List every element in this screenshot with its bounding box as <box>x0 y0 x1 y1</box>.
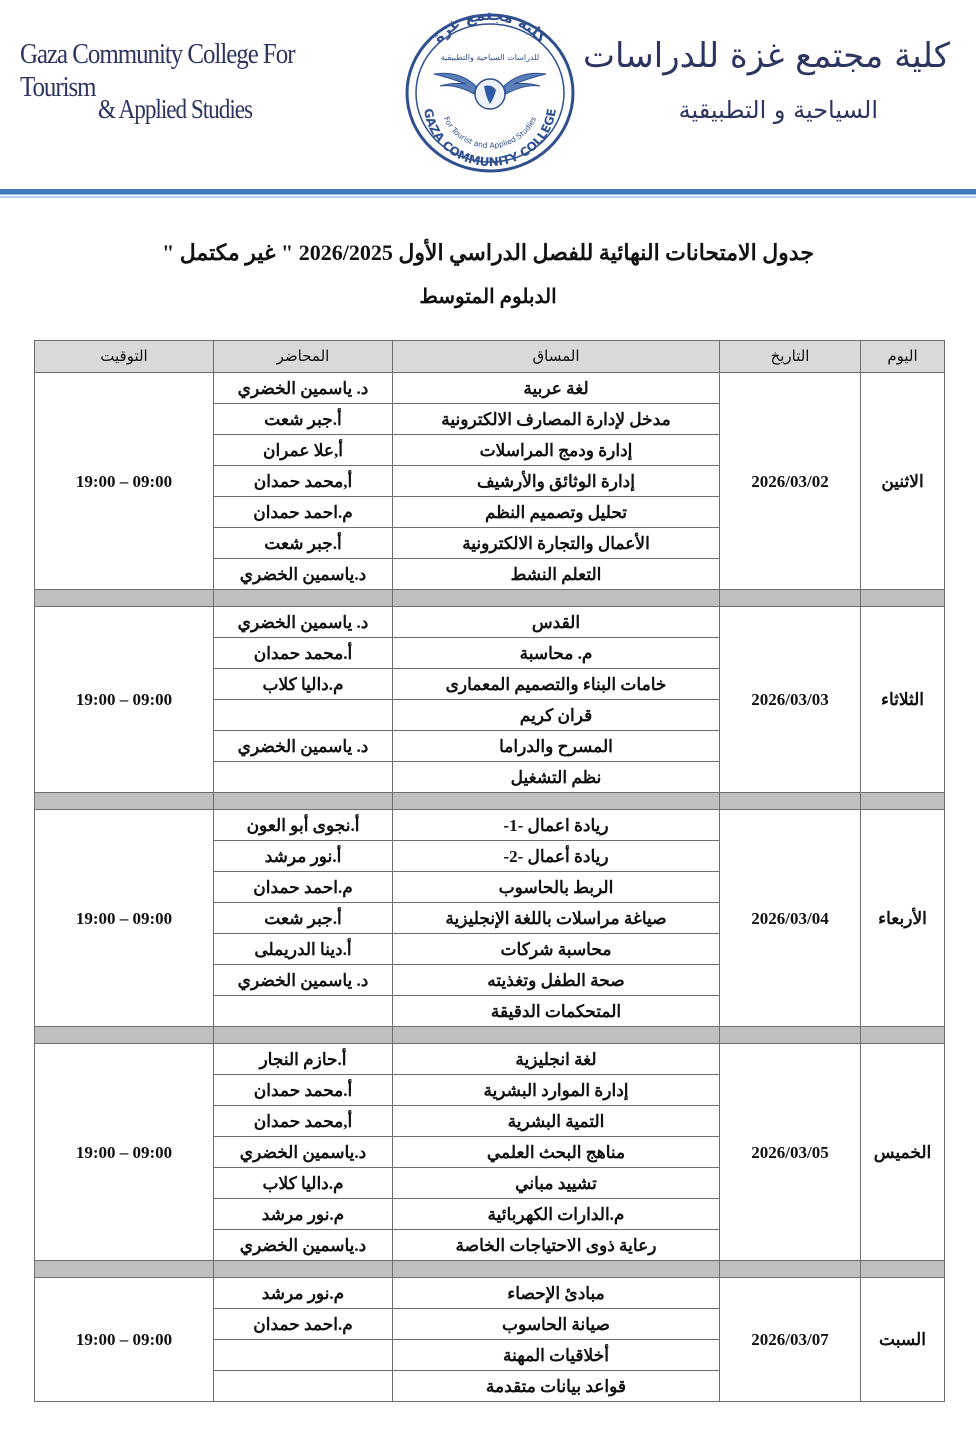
separator-cell <box>720 590 861 607</box>
lecturer-cell: د.ياسمين الخضري <box>214 1230 393 1261</box>
lecturer-cell: أ.نجوى أبو العون <box>214 810 393 841</box>
time-cell: 19:00 – 09:00 <box>35 373 214 590</box>
lecturer-cell: م.احمد حمدان <box>214 1309 393 1340</box>
lecturer-cell <box>214 1371 393 1402</box>
separator-cell <box>861 1261 945 1278</box>
lecturer-cell: أ.حازم النجار <box>214 1044 393 1075</box>
course-cell: لغة انجليزية <box>393 1044 720 1075</box>
lecturer-cell: أ,محمد حمدان <box>214 466 393 497</box>
course-cell: صياغة مراسلات باللغة الإنجليزية <box>393 903 720 934</box>
lecturer-cell: أ.نور مرشد <box>214 841 393 872</box>
separator-cell <box>393 1027 720 1044</box>
lecturer-cell: م.نور مرشد <box>214 1278 393 1309</box>
course-cell: م. محاسبة <box>393 638 720 669</box>
table-row <box>35 810 945 841</box>
table-row <box>35 1044 945 1075</box>
lecturer-cell: د. ياسمين الخضري <box>214 373 393 404</box>
svg-text:كلية مجتمع غزة: كلية مجتمع غزة <box>429 12 551 47</box>
lecturer-cell: د.ياسمين الخضري <box>214 559 393 590</box>
date-cell: 2026/03/07 <box>720 1278 861 1402</box>
course-cell: قران كريم <box>393 700 720 731</box>
lecturer-cell: د. ياسمين الخضري <box>214 607 393 638</box>
course-cell: أخلاقيات المهنة <box>393 1340 720 1371</box>
day-cell: السبت <box>861 1278 945 1402</box>
header-course: المساق <box>393 341 720 373</box>
header-date: التاريخ <box>720 341 861 373</box>
college-arabic-name-line1: كلية مجتمع غزة للدراسات <box>582 36 950 76</box>
day-separator-row <box>35 1261 945 1278</box>
time-cell: 19:00 – 09:00 <box>35 607 214 793</box>
lecturer-cell: أ.محمد حمدان <box>214 638 393 669</box>
separator-cell <box>861 793 945 810</box>
course-cell: الربط بالحاسوب <box>393 872 720 903</box>
course-cell: إدارة ودمج المراسلات <box>393 435 720 466</box>
separator-cell <box>861 1027 945 1044</box>
course-cell: صيانة الحاسوب <box>393 1309 720 1340</box>
time-cell: 19:00 – 09:00 <box>35 810 214 1027</box>
course-cell: إدارة الموارد البشرية <box>393 1075 720 1106</box>
lecturer-cell <box>214 996 393 1027</box>
college-seal-icon <box>404 12 576 174</box>
separator-cell <box>35 1261 214 1278</box>
college-english-name-line1: Gaza Community College For Tourism <box>20 38 295 103</box>
lecturer-cell: م.احمد حمدان <box>214 872 393 903</box>
course-cell: محاسبة شركات <box>393 934 720 965</box>
page-title: جدول الامتحانات النهائية للفصل الدراسي الأول 2026/2025 " غير مكتمل " <box>162 240 814 265</box>
letterhead <box>0 0 976 200</box>
college-arabic-name-line2: السياحية و التطبيقية <box>678 96 878 124</box>
separator-cell <box>720 1027 861 1044</box>
separator-cell <box>35 1027 214 1044</box>
lecturer-cell: د. ياسمين الخضري <box>214 965 393 996</box>
separator-cell <box>720 1261 861 1278</box>
course-cell: المتحكمات الدقيقة <box>393 996 720 1027</box>
day-cell: الخميس <box>861 1044 945 1261</box>
time-cell: 19:00 – 09:00 <box>35 1278 214 1402</box>
course-cell: ريادة أعمال -2- <box>393 841 720 872</box>
separator-cell <box>861 590 945 607</box>
separator-cell <box>393 590 720 607</box>
date-cell: 2026/03/03 <box>720 607 861 793</box>
table-body <box>35 373 945 1402</box>
lecturer-cell: أ.جبر شعت <box>214 528 393 559</box>
lecturer-cell <box>214 700 393 731</box>
course-cell: تحليل وتصميم النظم <box>393 497 720 528</box>
lecturer-cell: أ,علا عمران <box>214 435 393 466</box>
separator-cell <box>214 1027 393 1044</box>
table-row <box>35 1278 945 1309</box>
date-cell: 2026/03/04 <box>720 810 861 1027</box>
course-cell: قواعد بيانات متقدمة <box>393 1371 720 1402</box>
separator-cell <box>214 590 393 607</box>
lecturer-cell: أ.جبر شعت <box>214 404 393 435</box>
separator-cell <box>35 590 214 607</box>
separator-cell <box>35 793 214 810</box>
lecturer-cell: أ.محمد حمدان <box>214 1075 393 1106</box>
day-separator-row <box>35 1027 945 1044</box>
header-lecturer: المحاضر <box>214 341 393 373</box>
header-day: اليوم <box>861 341 945 373</box>
course-cell: صحة الطفل وتغذيته <box>393 965 720 996</box>
course-cell: القدس <box>393 607 720 638</box>
course-cell: مبادئ الإحصاء <box>393 1278 720 1309</box>
lecturer-cell: د.ياسمين الخضري <box>214 1137 393 1168</box>
lecturer-cell <box>214 762 393 793</box>
day-separator-row <box>35 590 945 607</box>
course-cell: لغة عربية <box>393 373 720 404</box>
course-cell: م.الدارات الكهربائية <box>393 1199 720 1230</box>
college-english-name-line2: & Applied Studies <box>98 94 253 124</box>
svg-text:For Tourist and Applied Studie: For Tourist and Applied Studies <box>441 115 539 151</box>
separator-cell <box>393 1261 720 1278</box>
lecturer-cell: أ.جبر شعت <box>214 903 393 934</box>
day-cell: الاثنين <box>861 373 945 590</box>
course-cell: نظم التشغيل <box>393 762 720 793</box>
lecturer-cell: م.احمد حمدان <box>214 497 393 528</box>
header-rule-light <box>0 196 976 198</box>
lecturer-cell: م.داليا كلاب <box>214 1168 393 1199</box>
exam-schedule-table <box>34 340 945 1402</box>
separator-cell <box>720 793 861 810</box>
course-cell: رعاية ذوى الاحتياجات الخاصة <box>393 1230 720 1261</box>
day-separator-row <box>35 793 945 810</box>
course-cell: التعلم النشط <box>393 559 720 590</box>
course-cell: التمية البشرية <box>393 1106 720 1137</box>
date-cell: 2026/03/05 <box>720 1044 861 1261</box>
lecturer-cell: أ.دينا الدريملى <box>214 934 393 965</box>
separator-cell <box>214 793 393 810</box>
day-cell: الأربعاء <box>861 810 945 1027</box>
svg-text:للدراسات السياحية والتطبيقية: للدراسات السياحية والتطبيقية <box>440 53 540 62</box>
header-rule-thin <box>0 194 976 195</box>
lecturer-cell: د. ياسمين الخضري <box>214 731 393 762</box>
time-cell: 19:00 – 09:00 <box>35 1044 214 1261</box>
separator-cell <box>214 1261 393 1278</box>
course-cell: ريادة اعمال -1- <box>393 810 720 841</box>
table-row <box>35 607 945 638</box>
svg-text:GAZA COMMUNITY COLLEGE: GAZA COMMUNITY COLLEGE <box>421 107 559 170</box>
lecturer-cell: أ,محمد حمدان <box>214 1106 393 1137</box>
header-time: التوقيت <box>35 341 214 373</box>
college-logo <box>404 12 576 174</box>
course-cell: تشييد مباني <box>393 1168 720 1199</box>
course-cell: إدارة الوثائق والأرشيف <box>393 466 720 497</box>
course-cell: المسرح والدراما <box>393 731 720 762</box>
table-header-row <box>35 341 945 373</box>
separator-cell <box>393 793 720 810</box>
course-cell: مناهج البحث العلمي <box>393 1137 720 1168</box>
table-row <box>35 373 945 404</box>
lecturer-cell: م.داليا كلاب <box>214 669 393 700</box>
program-subtitle: الدبلوم المتوسط <box>419 286 557 308</box>
day-cell: الثلاثاء <box>861 607 945 793</box>
lecturer-cell: م.نور مرشد <box>214 1199 393 1230</box>
lecturer-cell <box>214 1340 393 1371</box>
course-cell: مدخل لإدارة المصارف الالكترونية <box>393 404 720 435</box>
course-cell: الأعمال والتجارة الالكترونية <box>393 528 720 559</box>
course-cell: خامات البناء والتصميم المعمارى <box>393 669 720 700</box>
date-cell: 2026/03/02 <box>720 373 861 590</box>
